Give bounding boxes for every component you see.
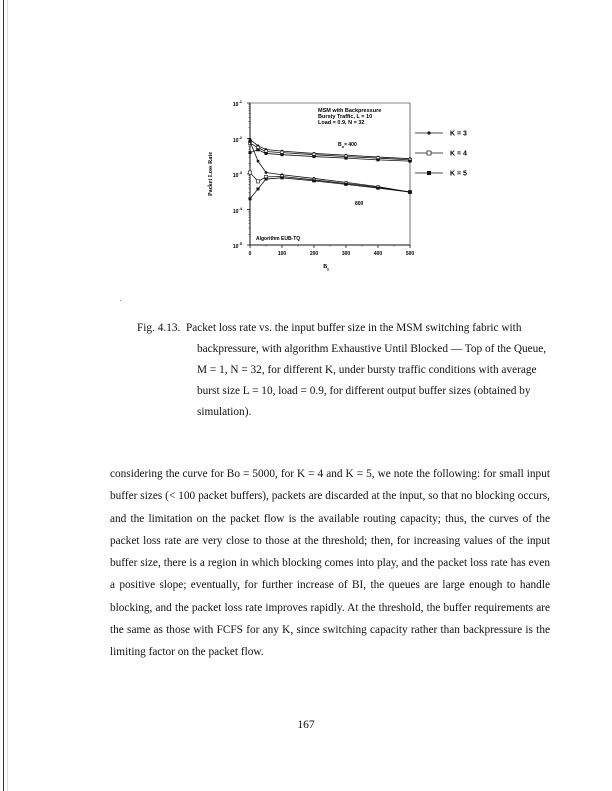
x-tick-label: 100 xyxy=(277,251,287,257)
data-point-k5 xyxy=(345,183,348,186)
annotation-bo-800: 800 xyxy=(355,201,364,207)
data-point-k5 xyxy=(377,187,380,190)
caption-text-rest: backpressure, with algorithm Exhaustive Until Blocked — Top of the Queue, M = 1, N = 32, for different K, under bursty traffic conditions with average burst size L = 10, load = 0.9, for different output buffer sizes (obtained by simulation). xyxy=(197,343,547,418)
data-point-k5 xyxy=(257,187,260,190)
x-tick-label: 400 xyxy=(373,251,383,257)
data-point-k3 xyxy=(265,171,268,174)
data-point-k5 xyxy=(281,153,284,156)
figure-caption xyxy=(137,318,557,423)
x-tick-label: 500 xyxy=(405,251,415,257)
data-point-k5 xyxy=(313,155,316,158)
x-tick-label: 0 xyxy=(248,251,252,257)
y-axis-title: Packet Loss Rate xyxy=(208,152,214,196)
data-point-k5 xyxy=(345,157,348,160)
y-tick-label: $10^{-3}$ xyxy=(232,170,242,179)
legend-marker-k4 xyxy=(427,151,431,155)
series-layer xyxy=(248,138,411,200)
caption-first-line xyxy=(137,318,557,339)
legend-label-k5: K = 5 xyxy=(450,170,467,178)
data-point-k5 xyxy=(257,148,260,151)
x-tick-label: 200 xyxy=(309,251,319,257)
data-point-k5 xyxy=(249,151,252,154)
x-axis-title: $B_I$ xyxy=(323,264,329,272)
y-tick-label: $10^{-2}$ xyxy=(232,135,242,144)
data-point-k5 xyxy=(281,176,284,179)
y-tick-label: $10^{-1}$ xyxy=(232,99,242,108)
body-paragraph: considering the curve for Bo = 5000, for K = 4 and K = 5, we note the following: for small input buffer sizes (< 100 packet buffers), packets are discarded at the input, so that no blocking occurs, and the limitation on the packet flow is the available routing capacity; thus, the curves of the packet loss rate are very close to those at the threshold; then, for increasing values of the input buffer size, there is a region in which blocking comes into play, and the packet loss rate has even a positive slope; eventually, for further increase of BI, the queues are large enough to handle blocking, and the packet loss rate improves rapidly. At the threshold, the buffer requirements are the same as those with FCFS for any K, since switching capacity rather than backpressure is the limiting factor on the packet flow. xyxy=(110,468,550,659)
page-edge-line xyxy=(3,0,4,791)
figure-packet-loss-chart xyxy=(150,88,480,298)
y-tick-label: $10^{-4}$ xyxy=(232,206,242,215)
chart-title-line-3: Load = 0.9, N = 32 xyxy=(318,120,365,126)
chart-title-line-1: MSM with Backpressure xyxy=(318,108,382,114)
data-point-k3 xyxy=(257,160,260,163)
legend-marker-k5 xyxy=(427,171,431,175)
chart-svg xyxy=(150,88,480,298)
page-number: 167 xyxy=(297,719,315,731)
scan-speck xyxy=(120,300,121,301)
data-point-k5 xyxy=(265,152,268,155)
data-point-k5 xyxy=(265,178,268,181)
data-point-k5 xyxy=(409,160,412,163)
data-point-k4 xyxy=(248,171,251,174)
data-point-k5 xyxy=(313,179,316,182)
legend-marker-k3 xyxy=(427,131,430,134)
chart-title-line-2: Bursty Traffic, L = 10 xyxy=(318,114,373,120)
data-point-k3 xyxy=(249,140,252,143)
series-line-k3-bo-800 xyxy=(250,142,410,193)
data-point-k5 xyxy=(409,191,412,194)
caption-text-line1: Packet loss rate vs. the input buffer size in the MSM switching fabric with xyxy=(185,322,522,334)
data-point-k5 xyxy=(249,197,252,200)
algorithm-label: Algorithm EUB-TQ xyxy=(256,236,301,242)
x-tick-label: 300 xyxy=(341,251,351,257)
y-tick-label: $10^{-5}$ xyxy=(232,241,242,250)
caption-label: Fig. 4.13. xyxy=(137,322,181,334)
page-edge-shadow xyxy=(7,0,8,791)
data-point-k4 xyxy=(256,180,259,183)
annotation-bo-400: $B_o= 400$ xyxy=(338,142,357,149)
legend xyxy=(415,131,467,178)
legend-label-k3: K = 3 xyxy=(450,130,467,138)
data-point-k5 xyxy=(377,158,380,161)
legend-label-k4: K = 4 xyxy=(450,150,467,158)
